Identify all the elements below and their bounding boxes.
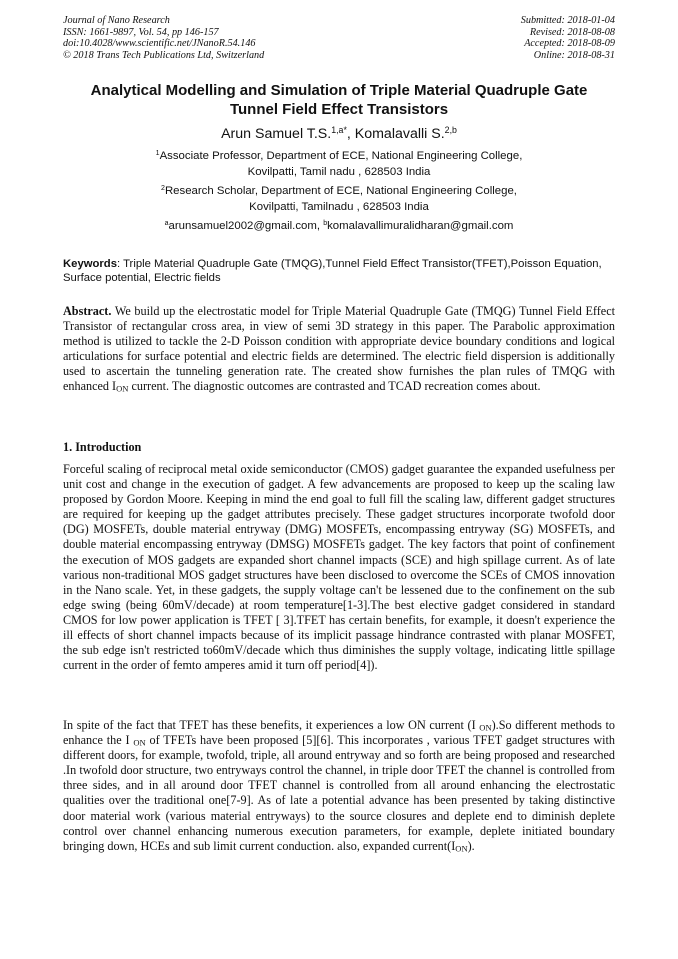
intro-p2-text-c: of TFETs have been proposed [5][6]. This incorporates , various TFET gadget structures with different doors, for example, twofold, triple, all around entryway and so forth are being proposed and researched .In twofold door structure, two entryways control the channel, in triple door TFET the channel is controlled from three sides, and in all around door TFET channel is controlled from all around enhancing the electrostatic qualities over the traditional one[7-9]. As of late a potential advance has been presented by taking distinctive door material work (various material entryways) to the source closures and deplete end to diminish deplete control over channel enhancing numerous execution parameters, for example, deplete initiated boundary bringing down, HCEs and sub limit current conduction. also, expanded current(I xyxy=(63,733,615,853)
paper-title xyxy=(40,81,638,119)
affiliation-2 xyxy=(60,184,618,215)
affiliation-1-mark: 1 xyxy=(155,150,160,158)
intro-p2-text-d: ). xyxy=(467,838,475,853)
journal-name: Journal of Nano Research xyxy=(63,15,170,26)
abstract-text-1: We build up the electrostatic model for Triple Material Quadruple Gate (TMQG) Tunnel Field Effect Transistor of rectangular cross area, in view of semi 3D strategy in this paper. The Parabolic approximation method is utilized to tackle the 2-D Poisson condition with appropriate device boundary conditions and logical articulations for surface potential and electric fields are determined. The electric field dispersion is additionally used to ascertain the tunneling generation rate. The created show furnishes the plan rules of TMQG with enhanced I xyxy=(63,304,615,394)
author-1-affil-mark: 1,a* xyxy=(331,125,347,136)
keywords-label: Keywords xyxy=(63,258,117,270)
intro-paragraph-1-text: Forceful scaling of reciprocal metal oxide semiconductor (CMOS) gadget guarantee the expanded usefulness per unit cost and change in the execution of gadget. A few advancements are proposed to keep up the scaling law proposed by Gordon Moore. Keeping in mind the end goal to full fill the scaling law, different gadget structures are required for keeping up the gadget attributes precisely. These gadget structures incorporate twofold door (DG) MOSFETs, double material entryway (DMG) MOSFETs, encompassing entryway (SG) MOSFETs, and double material encompassing entryway (DMSG) MOSFETs gadget. The key factors that point of confinement the execution of MOS gadgets are expanded short channel impacts (SCE) and high spillage current. As of late various non-traditional MOS gadget structures have been disclosed to overcome the SCEs of CMOS innovation in the Nano scale. Yet, in these gadgets, the supply voltage can't be lessened due to the confinement on the sub edge swing (being 60mV/decade) at room temperature[1-3].The best elective gadget considered in standard CMOS for low power application is TFET [ 3].TFET has certain benefits, for example, it doesn't experience the ill effects of short channel impacts because of its implicit passage hindrance contrasted with planar MOSFET, the sub edge isn't restricted to60mV/decade which thus diminishes the supply voltage, indicating little spillage current in the order of femto amperes amid it turn off period[4]). xyxy=(63,462,615,673)
intro-paragraph-2 xyxy=(63,718,615,854)
email-a-mark: a xyxy=(164,220,169,228)
abstract xyxy=(63,304,615,395)
keywords xyxy=(63,257,619,286)
journal-issn: ISSN: 1661-9897, Vol. 54, pp 146-157 xyxy=(63,26,219,38)
affiliation-1 xyxy=(60,149,618,180)
intro-p2-sub-1: ON xyxy=(479,722,492,733)
intro-p2-sub-2: ON xyxy=(133,737,146,748)
email-separator: , xyxy=(316,220,324,232)
affiliation-1-line-2: Kovilpatti, Tamil nadu , 628503 India xyxy=(247,165,431,178)
title-line-1: Analytical Modelling and Simulation of Triple Material Quadruple Gate xyxy=(90,82,588,99)
title-line-2: Tunnel Field Effect Transistors xyxy=(229,101,449,118)
author-2-name: Komalavalli S. xyxy=(354,126,445,142)
date-submitted: Submitted: 2018-01-04 xyxy=(520,15,615,26)
affiliation-1-line-1: Associate Professor, Department of ECE, National Engineering College, xyxy=(159,150,523,162)
affiliation-2-line-2: Kovilpatti, Tamilnadu , 628503 India xyxy=(249,200,429,213)
author-1-name: Arun Samuel T.S. xyxy=(221,126,332,142)
email-b-mark: b xyxy=(323,220,328,228)
keywords-text: : Triple Material Quadruple Gate (TMQG),Tunnel Field Effect Transistor(TFET),Poisson Equation, Surface potential, Electric fields xyxy=(63,258,602,285)
section-heading-introduction: 1. Introduction xyxy=(63,440,142,454)
abstract-label: Abstract. xyxy=(63,304,112,318)
journal-info xyxy=(63,15,264,61)
date-online: Online: 2018-08-31 xyxy=(533,49,615,61)
email-a: arunsamuel2002@gmail.com xyxy=(168,220,317,232)
intro-p2-sub-3: ON xyxy=(455,843,468,854)
intro-p2-text-b: ).So different methods to enhance the I xyxy=(63,718,615,748)
author-list xyxy=(40,125,638,143)
affiliation-2-line-1: Research Scholar, Department of ECE, National Engineering College, xyxy=(164,185,517,197)
intro-p2-text-a: In spite of the fact that TFET has these benefits, it experiences a low ON current (I xyxy=(63,718,480,732)
author-2-affil-mark: 2,b xyxy=(444,125,457,136)
author-separator: , xyxy=(346,126,355,142)
intro-paragraph-1 xyxy=(63,462,615,673)
publication-dates xyxy=(521,15,615,61)
author-emails xyxy=(60,219,618,235)
abstract-subscript: ON xyxy=(116,383,129,394)
journal-copyright: © 2018 Trans Tech Publications Ltd, Switzerland xyxy=(63,49,265,61)
date-revised: Revised: 2018-08-08 xyxy=(529,26,615,38)
email-b: komalavallimuralidharan@gmail.com xyxy=(327,220,514,232)
date-accepted: Accepted: 2018-08-09 xyxy=(524,38,615,50)
affiliation-2-mark: 2 xyxy=(161,185,165,193)
journal-doi: doi:10.4028/www.scientific.net/JNanoR.54.146 xyxy=(63,38,256,50)
abstract-text-2: current. The diagnostic outcomes are contrasted and TCAD recreation comes about. xyxy=(128,379,541,394)
